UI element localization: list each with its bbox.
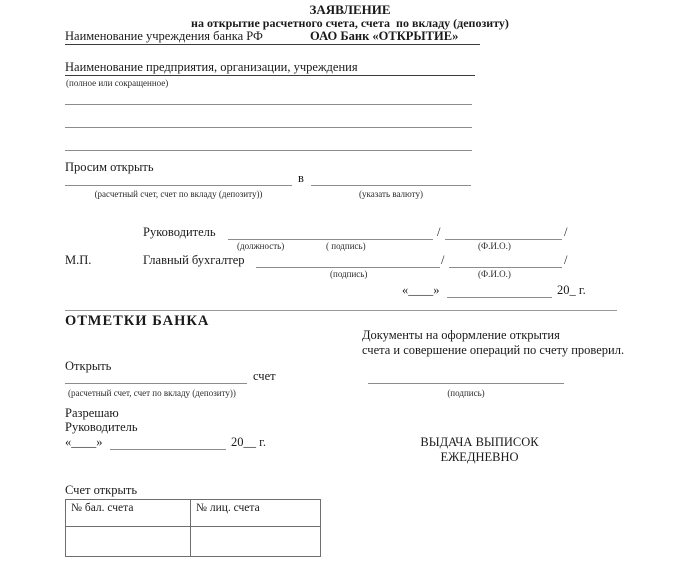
bank-date-blank — [110, 449, 226, 450]
bank-sign-hint: (подпись) — [447, 388, 485, 398]
table-header-row — [66, 500, 321, 527]
slash-separator: / — [564, 253, 568, 267]
account-word: счет — [253, 369, 276, 383]
slash-separator: / — [564, 225, 568, 239]
bank-date-quote: «____» — [65, 435, 103, 449]
form-subtitle: на открытие расчетного счета, счета по вкладу (депозиту) — [191, 16, 509, 30]
blank-line-2 — [65, 127, 472, 128]
table-header-bal: № бал. счета — [66, 500, 191, 527]
date-quote: «____» — [402, 283, 440, 297]
account-type-blank — [65, 185, 292, 186]
bank-name-underline — [65, 44, 480, 45]
bank-head-label: Руководитель — [65, 420, 138, 434]
statements-line-2: ЕЖЕДНЕВНО — [440, 450, 519, 464]
head-sign-hint: ( подпись) — [326, 241, 366, 251]
date-blank — [447, 297, 552, 298]
bank-date-year: 20__ г. — [231, 435, 266, 449]
slash-separator: / — [437, 225, 441, 239]
accountant-signature-blank — [256, 267, 440, 268]
currency-blank — [311, 185, 471, 186]
allow-label: Разрешаю — [65, 406, 119, 420]
currency-hint: (указать валюту) — [359, 189, 423, 199]
section-divider — [65, 310, 617, 311]
org-hint: (полное или сокращенное) — [66, 78, 169, 88]
stamp-label: М.П. — [65, 253, 92, 267]
request-label: Просим открыть — [65, 160, 154, 174]
account-open-label: Счет открыть — [65, 483, 138, 497]
open-account-hint: (расчетный счет, счет по вкладу (депозиту)) — [68, 388, 236, 398]
org-underline — [65, 75, 475, 76]
head-label: Руководитель — [143, 225, 216, 239]
table-cell-bal — [66, 527, 191, 557]
table-header-lic: № лиц. счета — [191, 500, 321, 527]
statements-line-1: ВЫДАЧА ВЫПИСОК — [420, 435, 539, 449]
fio-hint: (Ф.И.О.) — [478, 241, 511, 251]
accounts-table — [65, 499, 321, 557]
position-hint: (должность) — [237, 241, 285, 251]
bank-marks-heading: ОТМЕТКИ БАНКА — [65, 313, 210, 329]
documents-checked-line-2: счета и совершение операций по счету проверил. — [362, 343, 625, 357]
bank-name-label: Наименование учреждения банка РФ — [65, 29, 263, 43]
org-label: Наименование предприятия, организации, учреждения — [65, 60, 358, 74]
slash-separator: / — [441, 253, 445, 267]
blank-line-3 — [65, 150, 472, 151]
form-title: ЗАЯВЛЕНИЕ — [309, 2, 391, 17]
documents-checked-line-1: Документы на оформление открытия — [362, 328, 560, 342]
fio-hint: (Ф.И.О.) — [478, 269, 511, 279]
bank-signature-blank — [368, 383, 564, 384]
conjunction: в — [298, 171, 304, 185]
head-fio-blank — [445, 239, 562, 240]
head-position-signature-blank — [228, 239, 433, 240]
bank-name-value: ОАО Банк «ОТКРЫТИЕ» — [310, 29, 459, 43]
table-row — [66, 527, 321, 557]
sign-hint: (подпись) — [330, 269, 368, 279]
accountant-label: Главный бухгалтер — [143, 253, 245, 267]
accountant-fio-blank — [449, 267, 562, 268]
blank-line-1 — [65, 104, 472, 105]
open-label: Открыть — [65, 359, 112, 373]
table-cell-lic — [191, 527, 321, 557]
account-type-hint: (расчетный счет, счет по вкладу (депозиту)) — [94, 189, 263, 199]
open-account-blank — [65, 383, 247, 384]
date-year: 20_ г. — [557, 283, 586, 297]
